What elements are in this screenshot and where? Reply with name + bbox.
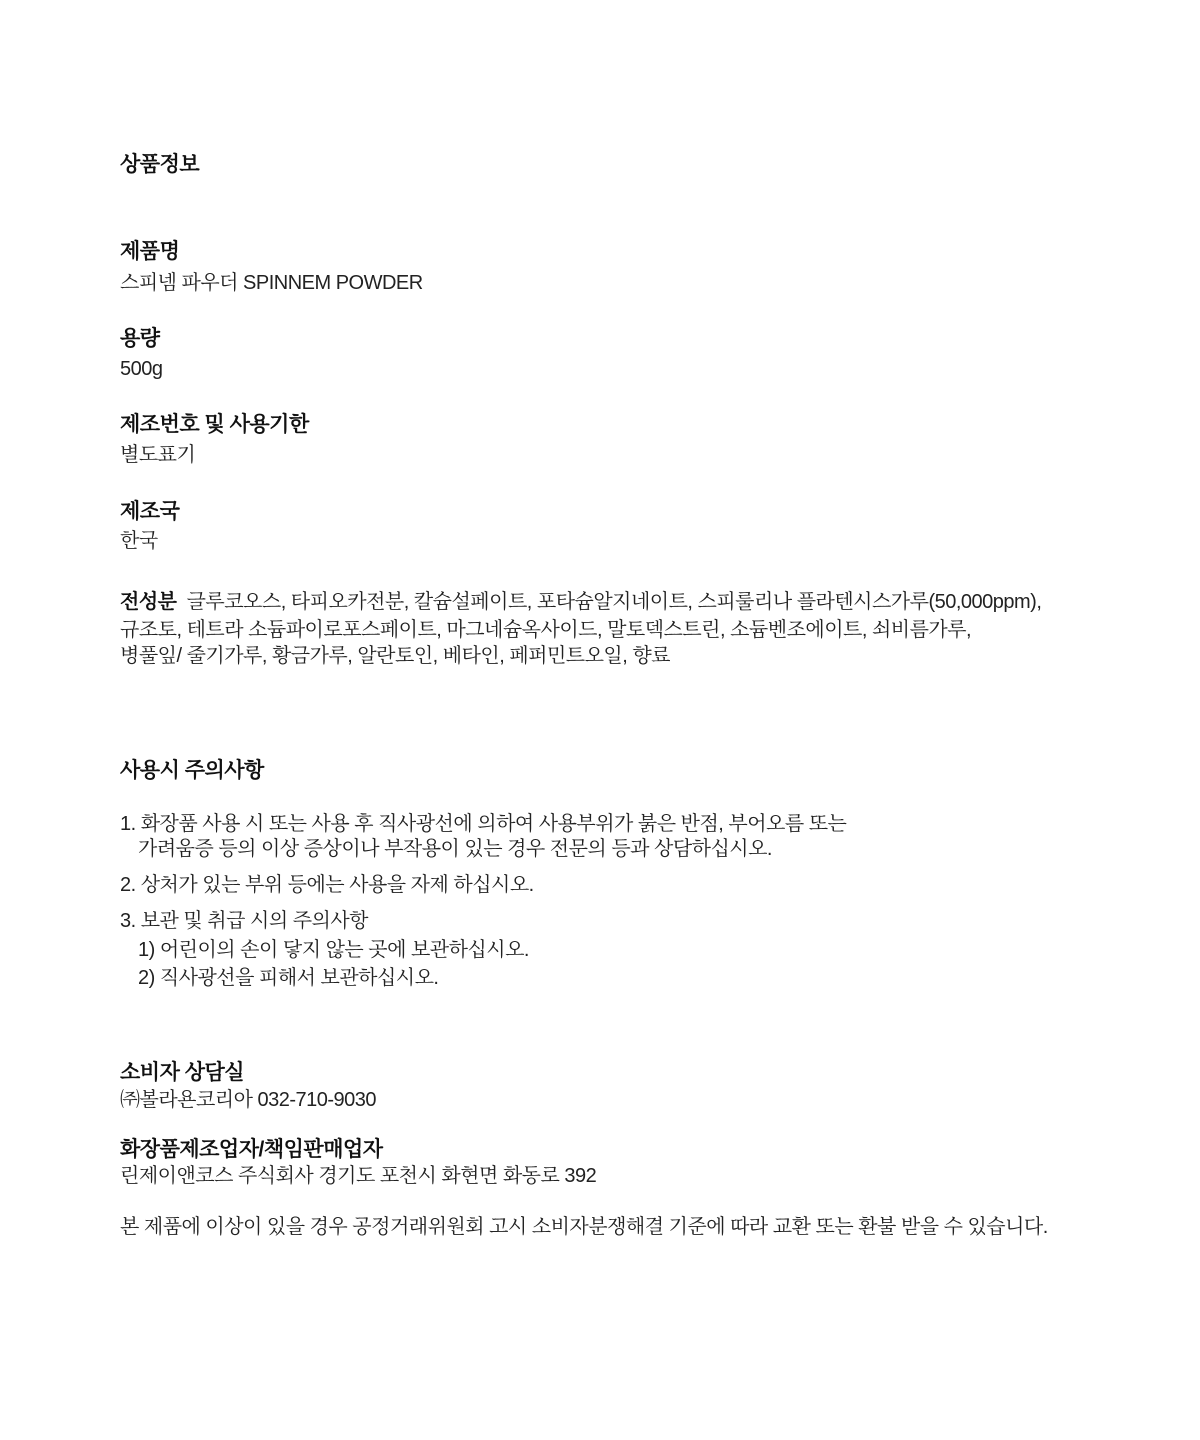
consumer-label: 소비자 상담실 xyxy=(120,1061,245,1084)
caution-item-1: 1. 화장품 사용 시 또는 사용 후 직사광선에 의하여 사용부위가 붉은 반점, 부어오름 또는 xyxy=(120,813,847,835)
lot-expiry-label: 제조번호 및 사용기한 xyxy=(120,413,309,436)
country-label: 제조국 xyxy=(120,500,180,523)
cautions-title: 사용시 주의사항 xyxy=(120,759,264,782)
ingredients-line-2: 규조토, 테트라 소듐파이로포스페이트, 마그네슘옥사이드, 말토덱스트린, 소듐벤조에이트, 쇠비름가루, xyxy=(120,619,972,641)
caution-item-3-sub-1: 1) 어린이의 손이 닿지 않는 곳에 보관하십시오. xyxy=(138,939,529,961)
consumer-value: ㈜볼라욘코리아 032-710-9030 xyxy=(120,1089,377,1111)
volume-label: 용량 xyxy=(120,327,160,350)
lot-expiry-value: 별도표기 xyxy=(120,444,196,466)
ingredients-label: 전성분 xyxy=(120,591,177,613)
manufacturer-label: 화장품제조업자/책임판매업자 xyxy=(120,1138,383,1161)
volume-value: 500g xyxy=(120,358,163,380)
ingredients-line-1 xyxy=(120,589,1041,615)
manufacturer-value: 린제이앤코스 주식회사 경기도 포천시 화현면 화동로 392 xyxy=(120,1165,597,1187)
product-name-label: 제품명 xyxy=(120,240,180,263)
caution-item-3: 3. 보관 및 취급 시의 주의사항 xyxy=(120,910,368,932)
caution-item-3-sub-2: 2) 직사광선을 피해서 보관하십시오. xyxy=(138,967,439,989)
ingredients-line-3: 병풀잎/ 줄기가루, 황금가루, 알란토인, 베타인, 페퍼민트오일, 향료 xyxy=(120,645,670,667)
section-title-product-info: 상품정보 xyxy=(120,153,200,176)
country-value: 한국 xyxy=(120,530,158,552)
caution-item-2: 2. 상처가 있는 부위 등에는 사용을 자제 하십시오. xyxy=(120,874,534,896)
product-name-value: 스피넴 파우더 SPINNEM POWDER xyxy=(120,272,423,294)
ingredients-text: 글루코오스, 타피오카전분, 칼슘설페이트, 포타슘알지네이트, 스피룰리나 플라텐시스가루(50,000ppm), xyxy=(186,591,1042,613)
refund-notice: 본 제품에 이상이 있을 경우 공정거래위원회 고시 소비자분쟁해결 기준에 따라 교환 또는 환불 받을 수 있습니다. xyxy=(120,1216,1048,1238)
caution-item-1-cont: 가려움증 등의 이상 증상이나 부작용이 있는 경우 전문의 등과 상담하십시오. xyxy=(138,838,772,860)
